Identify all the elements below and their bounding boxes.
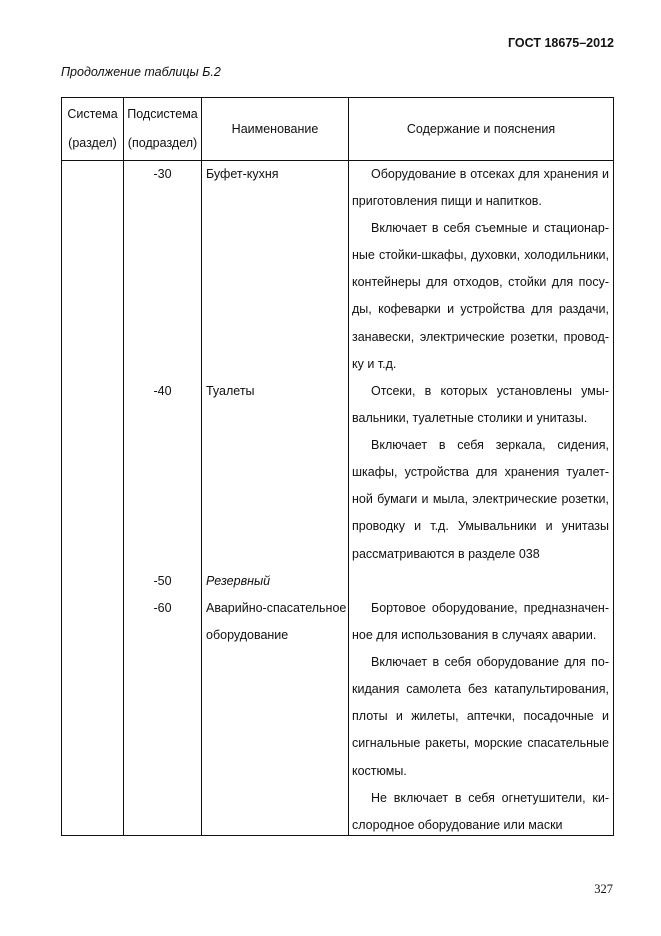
subsystem-name-buffet: Буфет-кухня [206, 167, 279, 181]
name-cell [202, 161, 349, 836]
table-row [62, 161, 614, 836]
column-header-system [62, 98, 124, 161]
description-paragraph: Бортовое оборудование, предназначен-ное для использования в случаях аварии. [352, 601, 609, 643]
description-paragraph: Включает в себя зеркала, сидения, шкафы, устройства для хранения туалет-ной бумаги и мыла, электрические розетки, проводку и т.д. Умывальники и унитазы рассматриваются в разделе 038 [352, 438, 609, 561]
subsystem-code-40: -40 [153, 384, 172, 398]
column-header-content [349, 98, 614, 161]
table-header-row [62, 98, 614, 161]
system-cell [62, 161, 124, 836]
description-paragraph: Оборудование в отсеках для хранения и приготовления пищи и напитков. [352, 167, 609, 209]
classification-table [61, 97, 614, 836]
description-paragraph: Отсеки, в которых установлены умы-вальники, туалетные столики и унитазы. [352, 384, 609, 426]
column-header-subsystem [124, 98, 202, 161]
subsystem-cell [124, 161, 202, 836]
column-header-line: Наименование [231, 121, 319, 136]
column-header-line: (подраздел) [127, 136, 198, 150]
column-header-line: Система [67, 107, 118, 121]
page-number: 327 [594, 882, 613, 896]
description-paragraph: Включает в себя съемные и стационар-ные стойки-шкафы, духовки, холодильники, контейнеры для отходов, стойки для посу-ды, кофеварки и устройства для раздачи, занавески, электрические розетки, провод-ку и т.д. [352, 221, 609, 371]
subsystem-name-toilets: Туалеты [206, 384, 255, 398]
content-cell [349, 161, 614, 836]
subsystem-name-emergency: Аварийно-спасательное оборудование [206, 601, 347, 642]
subsystem-code-50: -50 [153, 574, 172, 588]
description-paragraph: Включает в себя оборудование для по-кидания самолета без катапультирования, плоты и жилеты, аптечки, посадочные и сигнальные ракеты, морские спасательные костюмы. [352, 655, 609, 778]
column-header-line: Подсистема [127, 107, 198, 121]
document-number: ГОСТ 18675–2012 [508, 36, 614, 50]
description-paragraph: Не включает в себя огнетушители, ки-слородное оборудование или маски [352, 790, 609, 832]
subsystem-name-reserved: Резервный [206, 574, 271, 588]
column-header-name [202, 98, 349, 161]
subsystem-code-30: -30 [153, 167, 172, 181]
table-caption: Продолжение таблицы Б.2 [61, 65, 221, 79]
column-header-line: (раздел) [68, 136, 117, 150]
subsystem-code-60: -60 [153, 601, 172, 615]
column-header-line: Содержание и пояснения [406, 121, 556, 136]
